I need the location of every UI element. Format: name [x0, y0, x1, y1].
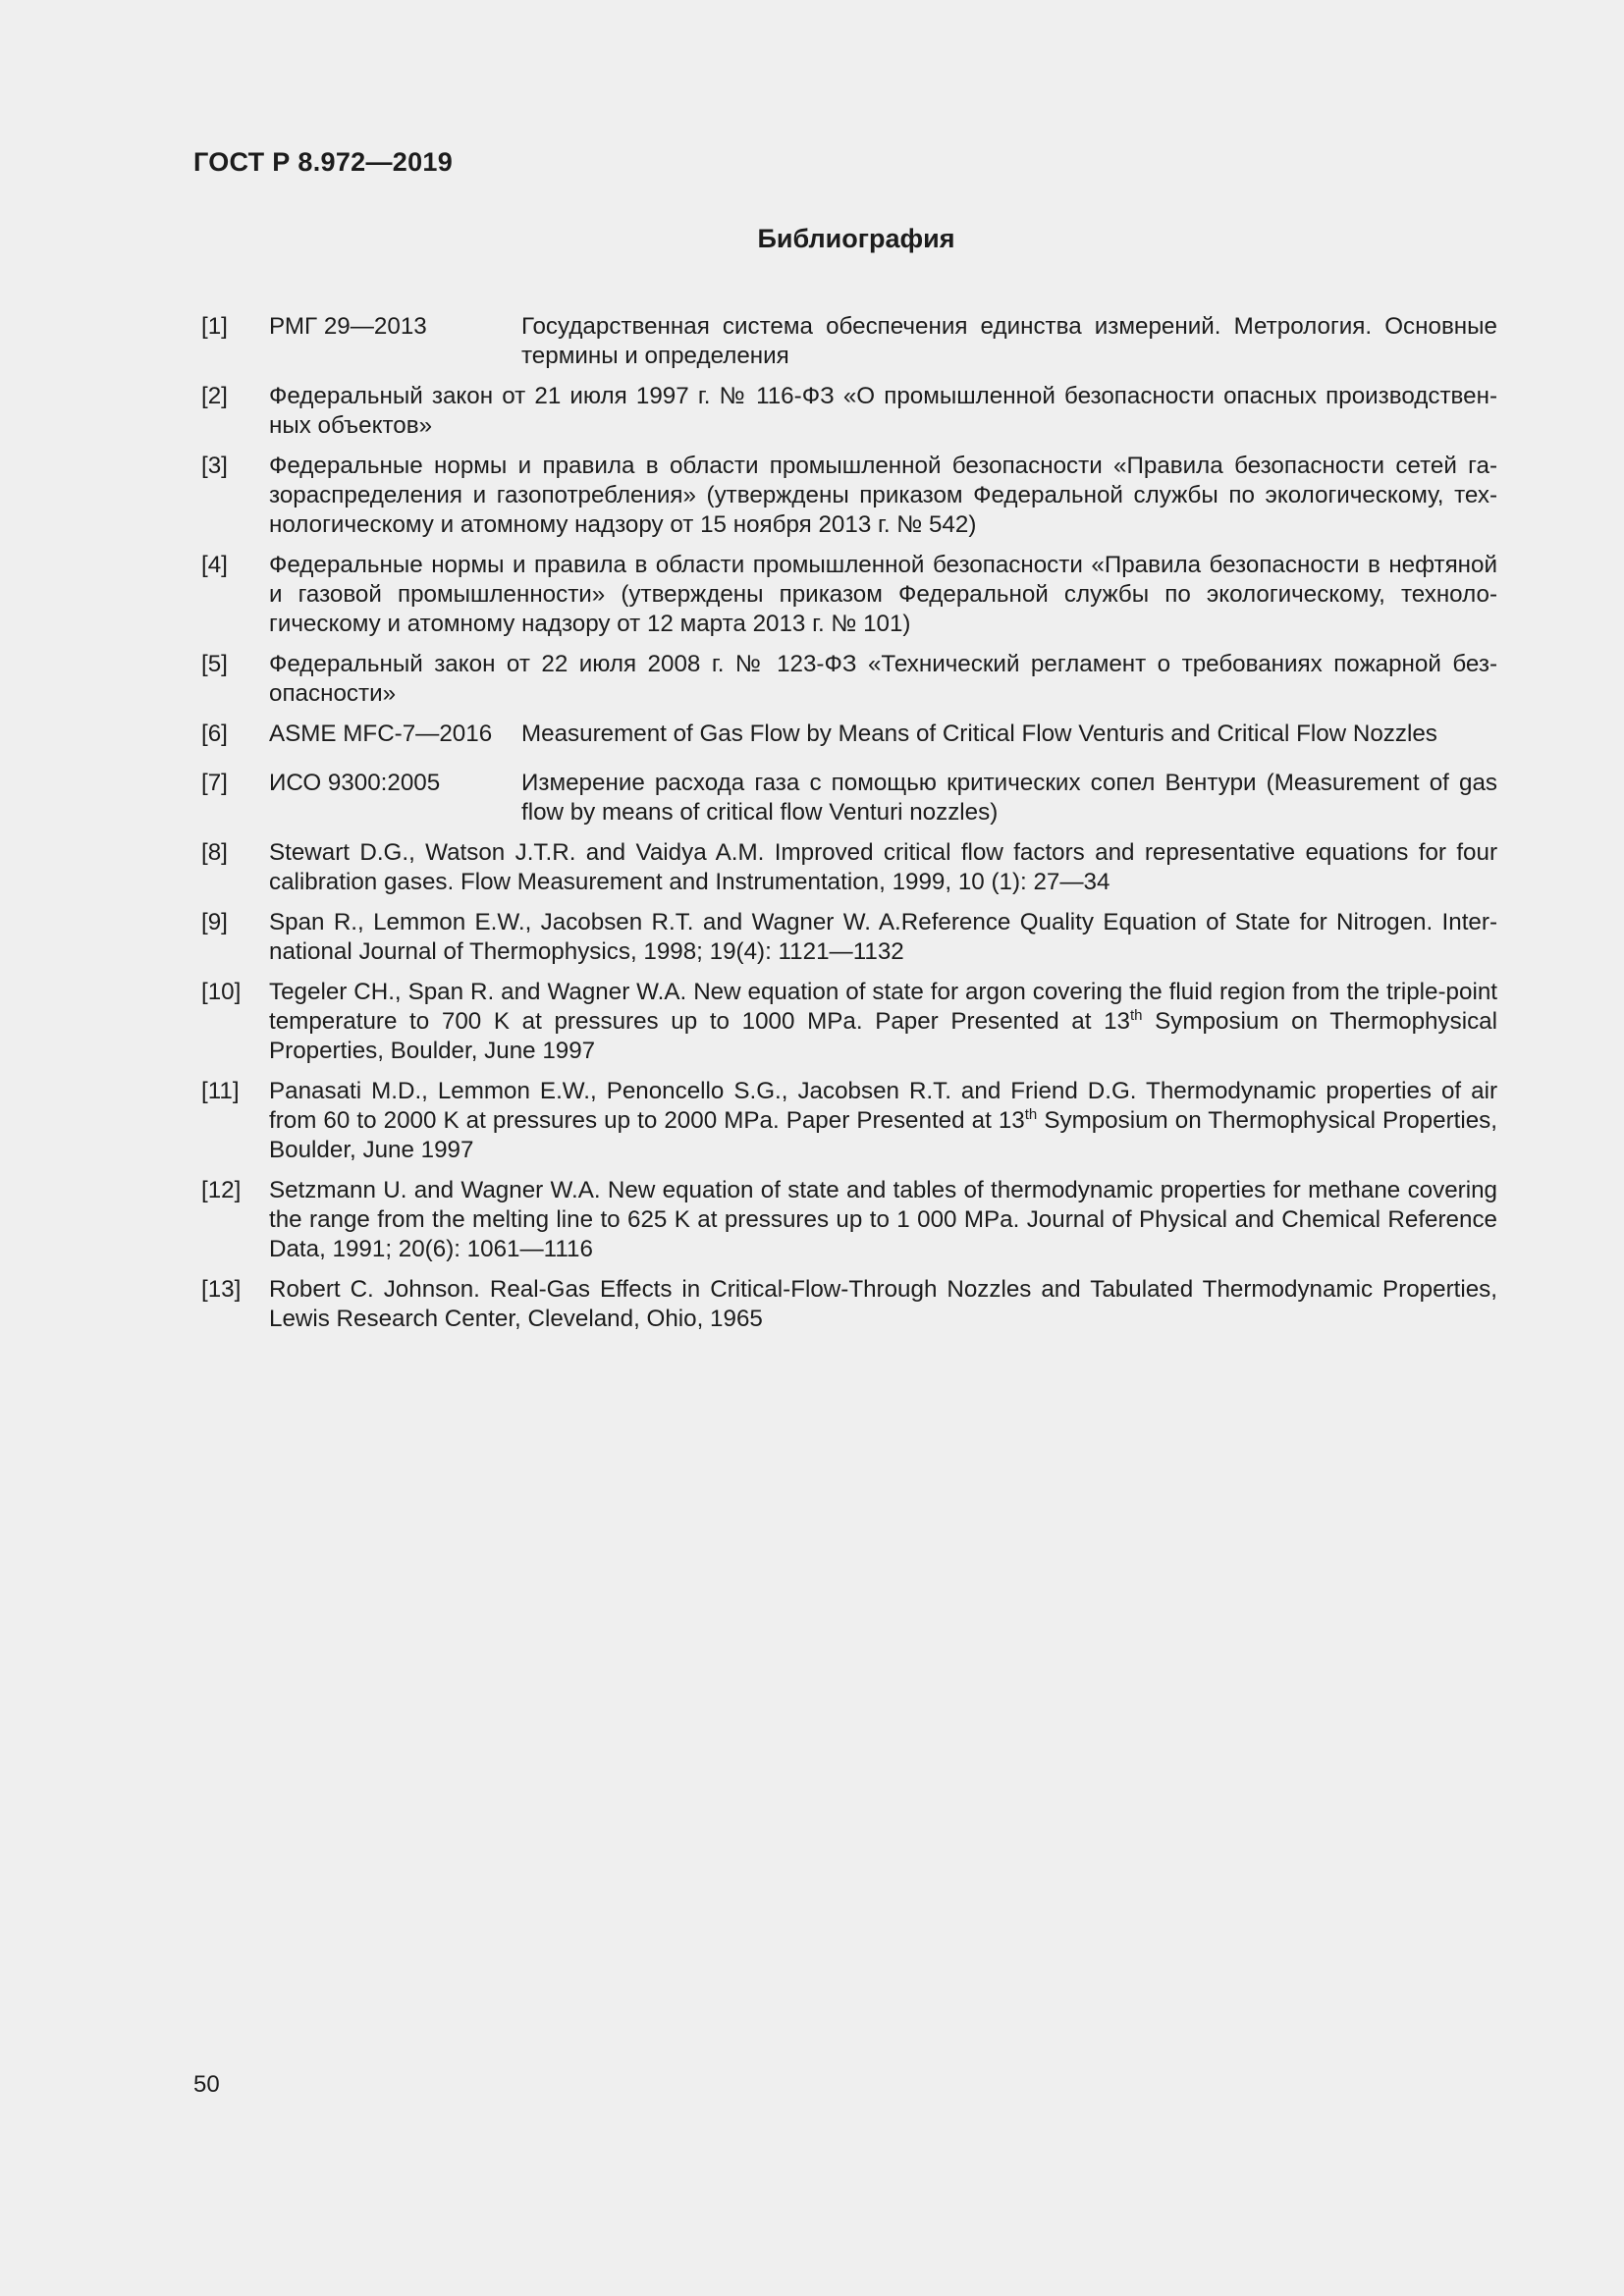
entry-text: Span R., Lemmon E.W., Jacobsen R.T. and Wagner W. A.Reference Quality Equation of State for Nitrogen. International Journal of Thermophysics, 1998; 19(4): 1121—1132 — [269, 909, 1497, 965]
bibliography-list — [201, 312, 1497, 1345]
entry-code: ASME MFC-7—2016 — [269, 721, 493, 747]
entry-title: Государственная система обеспечения единства измерений. Метрология. Основные термины и определения — [521, 313, 1497, 369]
entry-number: [9] — [201, 909, 228, 935]
entry-text: Robert C. Johnson. Real-Gas Effects in Critical-Flow-Through Nozzles and Tabulated Thermodynamic Properties, Lewis Research Center, Cleveland, Ohio, 1965 — [269, 1276, 1497, 1332]
bibliography-entry-4 — [201, 551, 1497, 639]
bibliography-entry-2 — [201, 382, 1497, 441]
entry-text — [269, 1077, 1497, 1165]
entry-text: Федеральные нормы и правила в области промышленной безопасности «Правила безопасности в нефтяной и газовой промышленности» (утверждены приказом Федеральной службы по экологическому, технологическому и атомному надзору от 12 марта 2013 г. № 101) — [269, 552, 1497, 637]
entry-number: [7] — [201, 770, 228, 796]
entry-number: [5] — [201, 651, 228, 677]
entry-number: [1] — [201, 313, 228, 340]
entry-number: [11] — [201, 1078, 240, 1104]
entry-number: [10] — [201, 979, 242, 1005]
entry-number: [13] — [201, 1276, 242, 1303]
entry-number: [6] — [201, 721, 228, 747]
bibliography-entry-5 — [201, 650, 1497, 709]
entry-text-end: Symposium on Thermophysical Properties, Boulder, June 1997 — [269, 1107, 1497, 1163]
entry-text-start: Panasati M.D., Lemmon E.W., Penoncello S.G., Jacobsen R.T. and Friend D.G. Thermodynamic properties of air from 60 to 2000 K at pressures up to 2000 MPa. Paper Presented at 13 — [269, 1078, 1497, 1134]
entry-number: [12] — [201, 1177, 242, 1203]
page-number: 50 — [193, 2071, 220, 2098]
bibliography-entry-10 — [201, 978, 1497, 1066]
ordinal-suffix: th — [1024, 1106, 1038, 1123]
entry-title: Measurement of Gas Flow by Means of Critical Flow Venturis and Critical Flow Nozzles — [521, 721, 1437, 747]
entry-text: Федеральный закон от 21 июля 1997 г. № 116-ФЗ «О промышленной безопасности опасных производственных объектов» — [269, 383, 1497, 439]
bibliography-entry-12 — [201, 1176, 1497, 1264]
entry-text-start: Tegeler CH., Span R. and Wagner W.A. New equation of state for argon covering the fluid region from the triple-point temperature to 700 K at pressures up to 1000 MPa. Paper Presented at 13 — [269, 979, 1497, 1035]
entry-number: [8] — [201, 839, 228, 866]
ordinal-suffix: th — [1130, 1007, 1143, 1024]
entry-text: Stewart D.G., Watson J.T.R. and Vaidya A.M. Improved critical flow factors and representative equations for four calibration gases. Flow Measurement and Instrumentation, 1999, 10 (1): 27—34 — [269, 839, 1497, 895]
entry-number: [2] — [201, 383, 228, 409]
bibliography-entry-6 — [201, 720, 1497, 749]
entry-number: [4] — [201, 552, 228, 578]
entry-text: Федеральные нормы и правила в области промышленной безопасности «Правила безопасности сетей газораспределения и газопотребления» (утверждены приказом Федеральной службы по экологическому, технологическому и атомному надзору от 15 ноября 2013 г. № 542) — [269, 453, 1497, 538]
bibliography-entry-8 — [201, 838, 1497, 897]
bibliography-entry-9 — [201, 908, 1497, 967]
entry-text: Федеральный закон от 22 июля 2008 г. № 123-ФЗ «Технический регламент о требованиях пожарной безопасности» — [269, 651, 1497, 707]
bibliography-entry-13 — [201, 1275, 1497, 1334]
bibliography-entry-7 — [201, 769, 1497, 828]
entry-number: [3] — [201, 453, 228, 479]
document-code-header: ГОСТ Р 8.972—2019 — [193, 147, 454, 177]
entry-text — [269, 978, 1497, 1066]
entry-text: Setzmann U. and Wagner W.A. New equation of state and tables of thermodynamic properties for methane covering the range from the melting line to 625 K at pressures up to 1 000 MPa. Journal of Physical and Chemical Reference Data, 1991; 20(6): 1061—1116 — [269, 1177, 1497, 1262]
entry-code: РМГ 29—2013 — [269, 313, 427, 340]
entry-text-end: Symposium on Thermophysical Properties, Boulder, June 1997 — [269, 1008, 1497, 1064]
bibliography-entry-3 — [201, 452, 1497, 540]
bibliography-heading: Библиография — [757, 224, 955, 253]
bibliography-entry-11 — [201, 1077, 1497, 1165]
entry-code: ИСО 9300:2005 — [269, 770, 441, 796]
entry-title: Измерение расхода газа с помощью критических сопел Вентури (Measurement of gas flow by means of critical flow Venturi nozzles) — [521, 770, 1497, 826]
bibliography-entry-1 — [201, 312, 1497, 371]
